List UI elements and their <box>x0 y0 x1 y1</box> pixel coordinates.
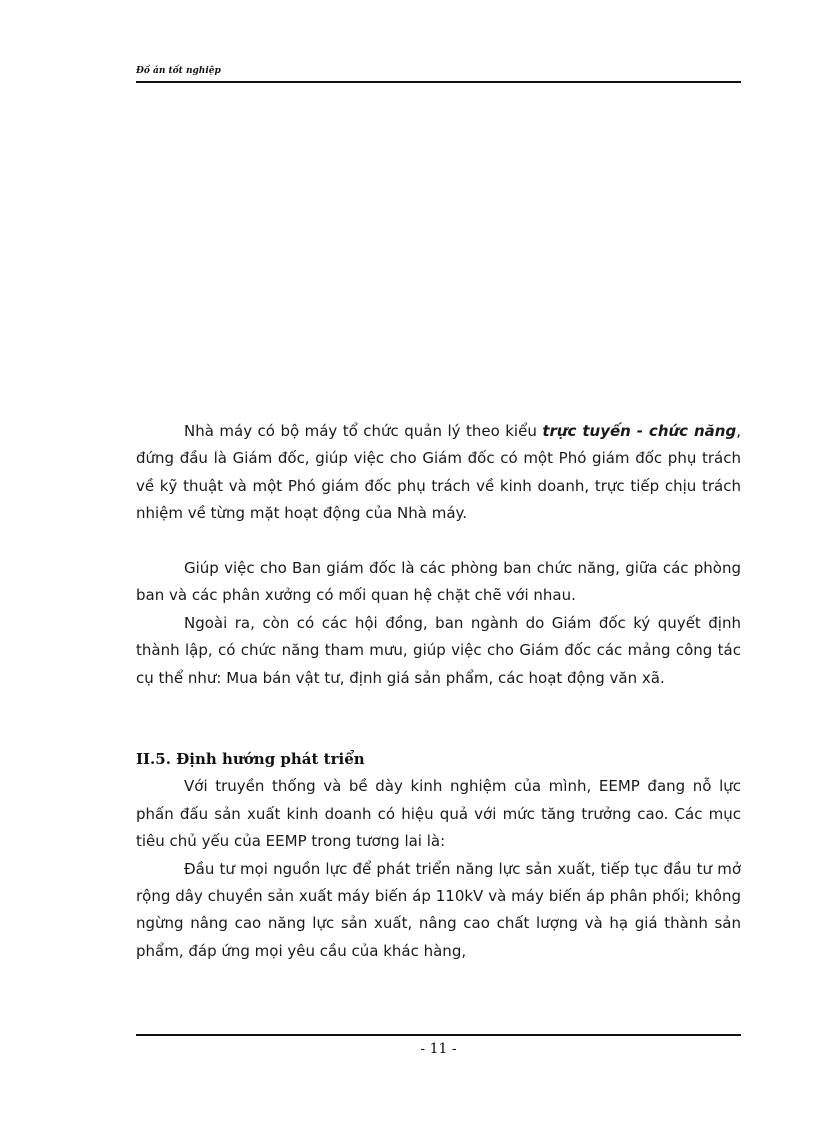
page-number: - 11 - <box>420 1041 457 1057</box>
footer-divider <box>136 1034 741 1036</box>
emphasis-organization-model: trực tuyến - chức năng <box>542 422 737 440</box>
paragraph-councils: Ngoài ra, còn có các hội đồng, ban ngành do Giám đốc ký quyết định thành lập, có chức năng tham mưu, giúp việc cho Giám đốc các mảng công tác cụ thể như: Mua bán vật tư, định giá sản phẩm, các hoạt động văn xã. <box>136 613 741 687</box>
paragraph-organization <box>136 418 741 528</box>
page-body <box>136 418 741 965</box>
running-header-title: Đồ án tốt nghiệp <box>136 66 221 76</box>
paragraph-departments: Giúp việc cho Ban giám đốc là các phòng ban chức năng, giữa các phòng ban và các phân xưởng có mối quan hệ chặt chẽ với nhau. <box>136 559 741 605</box>
paragraph-organization-lead: Nhà máy có bộ máy tổ chức quản lý theo kiểu <box>184 422 543 440</box>
section-heading-development: II.5. Định hướng phát triển <box>136 750 365 769</box>
paragraph-development-intro: Với truyền thống và bề dày kinh nghiệm của mình, EEMP đang nỗ lực phấn đấu sản xuất kinh doanh có hiệu quả với mức tăng trưởng cao. Các mục tiêu chủ yếu của EEMP trong tương lai là: <box>136 777 741 851</box>
paragraph-organization-rest: , đứng đầu là Giám đốc, giúp việc cho Giám đốc có một Phó giám đốc phụ trách về kỹ thuật và một Phó giám đốc phụ trách về kinh doanh, trực tiếp chịu trách nhiệm về từng mặt hoạt động của Nhà máy. <box>136 422 741 523</box>
header-divider <box>136 81 741 83</box>
paragraph-development-goals: Đầu tư mọi nguồn lực để phát triển năng lực sản xuất, tiếp tục đầu tư mở rộng dây chuyền sản xuất máy biến áp 110kV và máy biến áp phân phối; không ngừng nâng cao năng lực sản xuất, nâng cao chất lượng và hạ giá thành sản phẩm, đáp ứng mọi yêu cầu của khác hàng, <box>136 859 741 960</box>
